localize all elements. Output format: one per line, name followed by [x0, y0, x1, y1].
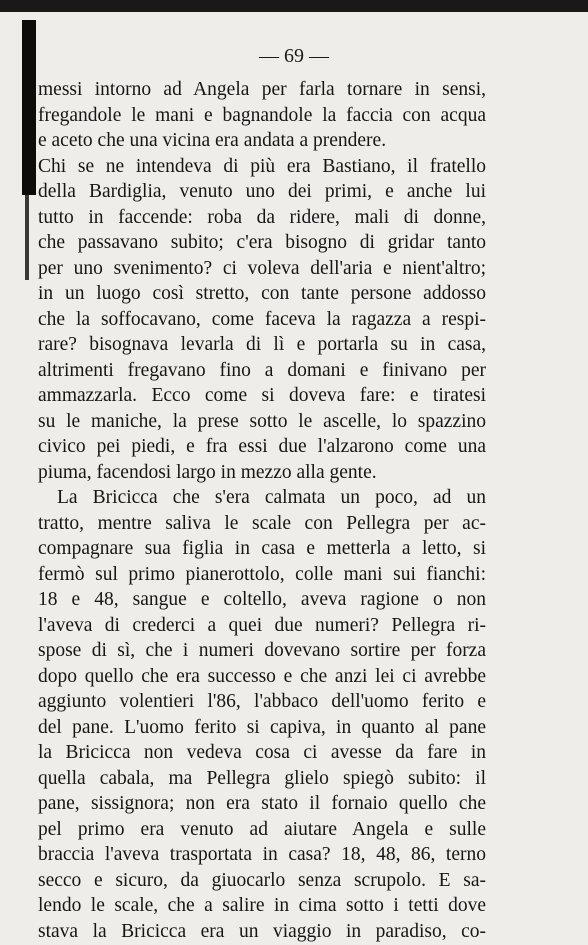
text-line: che la soffocavano, come faceva la ragazza a respi-: [38, 308, 486, 330]
text-line: in un luogo così stretto, con tante persone addosso: [38, 283, 486, 304]
text-line: piuma, facendosi largo in mezzo alla gente.: [38, 461, 377, 483]
text-line: l'aveva di crederci a quei due numeri? Pellegra ri-: [38, 614, 486, 636]
text-line: 18 e 48, sangue e coltello, aveva ragione o non: [38, 589, 486, 610]
text-line: dopo quello che era successo e che anzi lei ci avrebbe: [38, 665, 486, 687]
text-line: ammazzarla. Ecco come si doveva fare: e tiratesi: [38, 385, 486, 406]
text-line: su le maniche, la prese sotto le ascelle, lo spazzino: [38, 410, 486, 432]
text-line: braccia l'aveva trasportata in casa? 18, 48, 86, terno: [38, 844, 486, 865]
text-line: e aceto che una vicina era andata a prendere.: [38, 130, 387, 151]
text-line: altrimenti fregavano fino a domani e finivano per: [38, 359, 486, 381]
text-line: per uno svenimento? ci voleva dell'aria e nient'altro;: [38, 257, 486, 279]
text-line: rare? bisognava levarla di lì e portarla su in casa,: [38, 334, 486, 355]
text-line: civico pei piedi, e fra essi due l'alzarono come una: [38, 436, 486, 457]
text-line: aggiunto volentieri l'86, l'abbaco dell'uomo ferito e: [38, 691, 486, 712]
body-text: [38, 77, 486, 944]
text-line: pel primo era venuto ad aiutare Angela e sulle: [38, 818, 486, 840]
text-line: fermò sul primo pianerottolo, colle mani sui fianchi:: [38, 563, 486, 585]
text-line: tutto in faccende: roba da ridere, mali di donne,: [38, 206, 486, 228]
text-line: secco e sicuro, da giuocarlo senza scrupolo. E sa-: [38, 869, 486, 891]
text-line: messi intorno ad Angela per farla tornare in sensi,: [38, 79, 486, 100]
text-line: La Bricicca che s'era calmata un poco, ad un: [57, 487, 486, 508]
text-line: stava la Bricicca era un viaggio in paradiso, co-: [38, 920, 486, 942]
text-line: lendo le scale, che a salire in cima sotto i tetti dove: [38, 895, 486, 916]
text-line: spose di sì, che i numeri dovevano sortire per forza: [38, 640, 486, 661]
text-line: Chi se ne intendeva di più era Bastiano, il fratello: [38, 155, 486, 177]
text-line: tratto, mentre saliva le scale con Pellegra per ac-: [38, 512, 486, 534]
scan-top-shadow: [0, 0, 588, 12]
text-line: che passavano subito; c'era bisogno di gridar tanto: [38, 232, 486, 253]
text-line: del pane. L'uomo ferito si capiva, in quanto al pane: [38, 716, 486, 738]
text-line: quella cabala, ma Pellegra glielo spiegò subito: il: [38, 767, 486, 789]
text-line: compagnare sua figlia in casa e metterla a letto, si: [38, 538, 486, 559]
page-number: — 69 —: [259, 45, 329, 67]
text-line: la Bricicca non vedeva cosa ci avesse da fare in: [38, 742, 486, 763]
text-line: della Bardiglia, venuto uno dei primi, e anche lui: [38, 181, 486, 202]
binding-edge-lower: [25, 195, 29, 280]
text-line: fregandole le mani e bagnandole la faccia con acqua: [38, 104, 486, 126]
text-line: pane, sissignora; non era stato il fornaio quello che: [38, 793, 486, 814]
